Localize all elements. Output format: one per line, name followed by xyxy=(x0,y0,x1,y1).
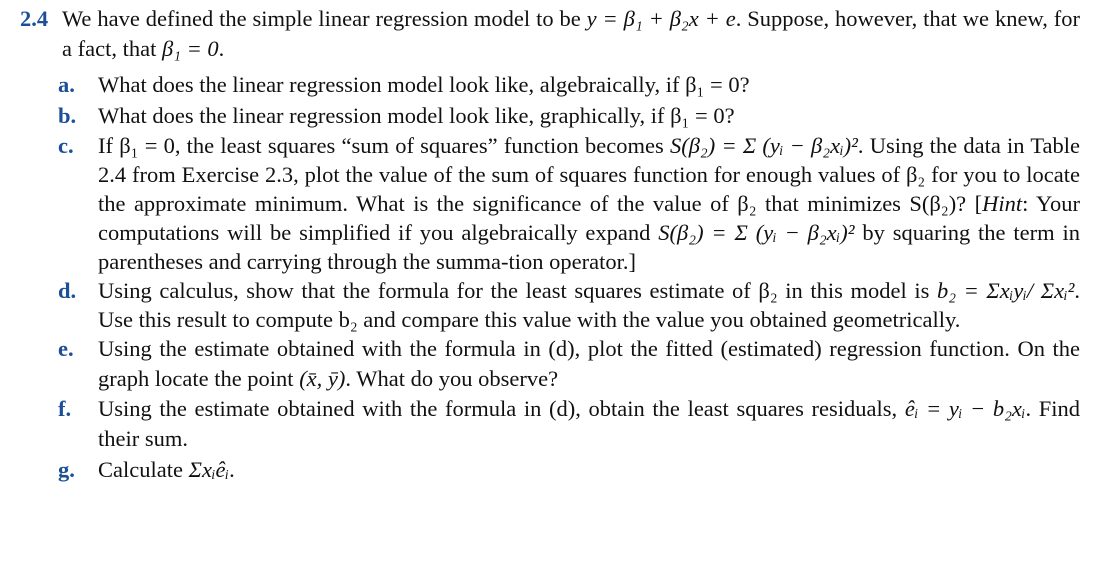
part-label: e. xyxy=(58,335,74,361)
part-e xyxy=(20,334,1080,394)
problem-statement xyxy=(20,4,1080,64)
part-text: . xyxy=(229,456,235,482)
part-text: . Find their sum. xyxy=(98,396,1081,452)
part-text: Using the estimate obtained with the formula in (d), plot the fitted (estimated) regression function. On the graph locate the point xyxy=(98,335,1080,392)
part-text: . Use this result to compute b₂ and compare this value with the value you obtained geometrically. xyxy=(98,277,1081,332)
part-c xyxy=(20,131,1080,276)
part-label: f. xyxy=(58,396,72,422)
part-label: c. xyxy=(58,132,74,158)
sum-of-squares-formula: S(β₂) = Σ (yᵢ − β₂xᵢ)² xyxy=(669,132,858,158)
part-label: a. xyxy=(58,72,75,98)
part-text: : Your computations will be simplified if you algebraically expand xyxy=(98,190,1080,245)
part-f xyxy=(20,394,1080,454)
part-text: If β₁ = 0, the least squares “sum of squares” function becomes xyxy=(98,132,664,158)
part-text: Using calculus, show that the formula for the least squares estimate of β₂ in this model is xyxy=(98,277,930,303)
sum-of-squares-formula-repeat: S(β₂) = Σ (yᵢ − β₂xᵢ)² xyxy=(658,219,855,245)
part-label: d. xyxy=(58,277,77,303)
cross-product-sum: Σxᵢêᵢ xyxy=(188,456,230,482)
intro-end: . xyxy=(218,36,225,62)
intro-lead: We have defined the simple linear regression model to be xyxy=(62,6,581,31)
part-b xyxy=(20,101,1080,131)
model-equation: y = β₁ + β₂x + e xyxy=(586,6,736,31)
part-d xyxy=(20,276,1080,334)
part-g xyxy=(20,455,1080,485)
part-text: Calculate xyxy=(98,456,183,482)
part-text: What does the linear regression model look like, algebraically, if β₁ = 0? xyxy=(98,72,750,98)
parts-list xyxy=(20,70,1080,484)
part-label: g. xyxy=(58,456,75,482)
intro-mid: . Suppose, however, that we knew, for a fact, that xyxy=(62,6,1080,62)
beta1-zero: β₁ = 0 xyxy=(161,36,219,62)
hint-label: Hint xyxy=(982,190,1023,216)
problem-number: 2.4 xyxy=(20,6,49,31)
part-text: Using the estimate obtained with the formula in (d), obtain the least squares residuals, xyxy=(98,396,898,422)
mean-point: (x̄, ȳ) xyxy=(299,366,346,392)
part-text: . What do you observe? xyxy=(345,366,559,392)
residual-formula: êᵢ = yᵢ − b₂xᵢ xyxy=(904,396,1026,422)
estimator-formula: b₂ = Σxᵢyᵢ/ Σxᵢ² xyxy=(936,277,1075,303)
part-a xyxy=(20,70,1080,100)
part-text: . Using the data in Table 2.4 from Exercise 2.3, plot the value of the sum of squares function for enough values of β₂ for you to locate the approximate minimum. What is the significance of the value of β₂ that minimizes S(β₂)? [ xyxy=(98,132,1081,216)
part-text: by squaring the term in parentheses and carrying through the summa-tion operator.] xyxy=(98,219,1081,274)
exercise-2-4 xyxy=(20,4,1080,485)
part-text: What does the linear regression model look like, graphically, if β₁ = 0? xyxy=(98,102,735,128)
part-label: b. xyxy=(58,102,77,128)
